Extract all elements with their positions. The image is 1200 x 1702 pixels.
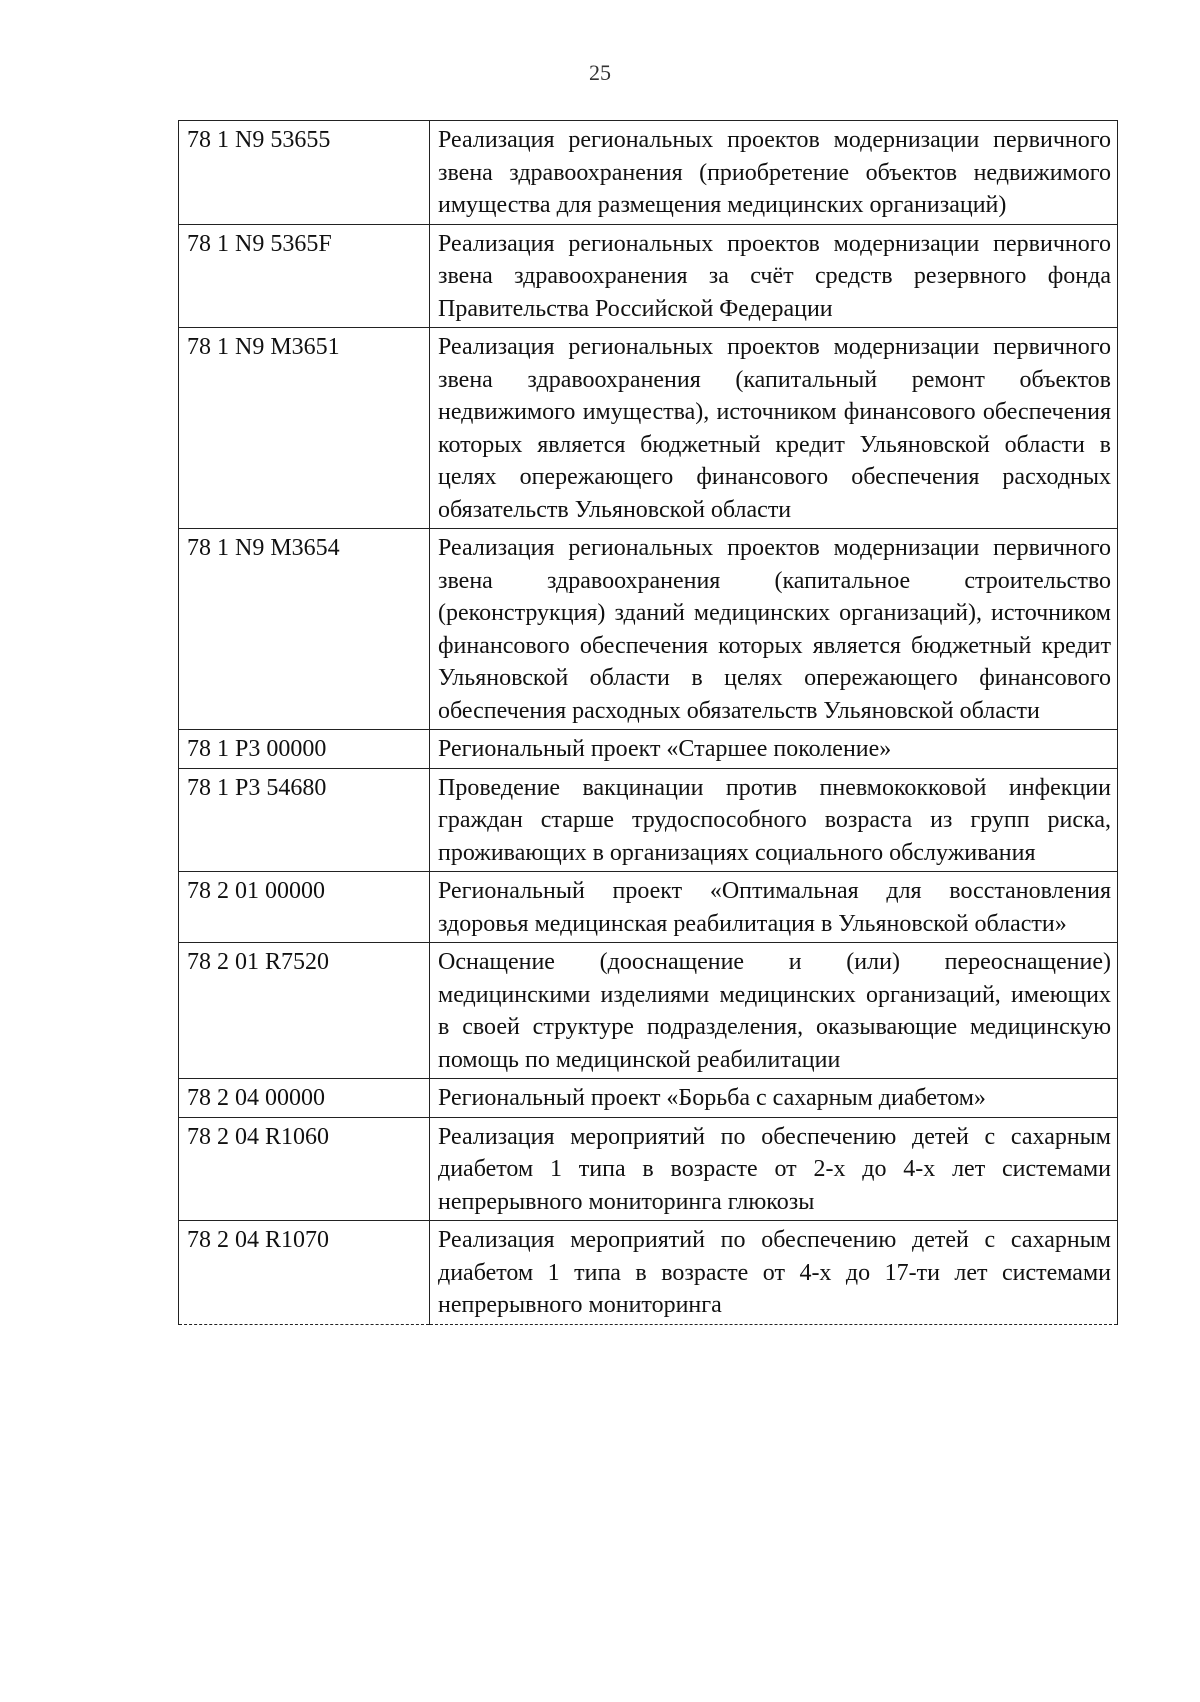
table-row — [179, 529, 1118, 730]
code-cell: 78 2 01 R7520 — [179, 943, 430, 1079]
description-cell: Региональный проект «Борьба с сахарным диабетом» — [430, 1079, 1118, 1118]
code-cell: 78 1 P3 00000 — [179, 730, 430, 769]
page-number: 25 — [589, 60, 611, 85]
code-cell: 78 2 04 R1070 — [179, 1221, 430, 1325]
code-cell: 78 1 P3 54680 — [179, 768, 430, 872]
table-row — [179, 730, 1118, 769]
description-cell: Реализация региональных проектов модернизации первичного звена здравоохранения (приобретение объектов недвижимого имущества для размещения медицинских организаций) — [430, 121, 1118, 225]
code-cell: 78 2 04 00000 — [179, 1079, 430, 1118]
code-cell: 78 1 N9 5365F — [179, 224, 430, 328]
description-cell: Реализация региональных проектов модернизации первичного звена здравоохранения (капитальное строительство (реконструкция) зданий медицинских организаций), источником финансового обеспечения которых является бюджетный кредит Ульяновской области в целях опережающего финансового обеспечения расходных обязательств Ульяновской области — [430, 529, 1118, 730]
code-cell: 78 1 N9 53655 — [179, 121, 430, 225]
budget-codes-table — [178, 120, 1118, 1325]
description-cell: Региональный проект «Старшее поколение» — [430, 730, 1118, 769]
table-row — [179, 943, 1118, 1079]
code-cell: 78 2 04 R1060 — [179, 1117, 430, 1221]
table-row — [179, 328, 1118, 529]
description-cell: Проведение вакцинации против пневмококковой инфекции граждан старше трудоспособного возраста из групп риска, проживающих в организациях социального обслуживания — [430, 768, 1118, 872]
description-cell: Реализация региональных проектов модернизации первичного звена здравоохранения за счёт средств резервного фонда Правительства Российской Федерации — [430, 224, 1118, 328]
description-cell: Оснащение (дооснащение и (или) переоснащение) медицинскими изделиями медицинских организаций, имеющих в своей структуре подразделения, оказывающие медицинскую помощь по медицинской реабилитации — [430, 943, 1118, 1079]
table-row — [179, 872, 1118, 943]
table-row — [179, 224, 1118, 328]
description-cell: Реализация мероприятий по обеспечению детей с сахарным диабетом 1 типа в возрасте от 4-х до 17-ти лет системами непрерывного мониторинга — [430, 1221, 1118, 1325]
description-cell: Реализация региональных проектов модернизации первичного звена здравоохранения (капитальный ремонт объектов недвижимого имущества), источником финансового обеспечения которых является бюджетный кредит Ульяновской области в целях опережающего финансового обеспечения расходных обязательств Ульяновской области — [430, 328, 1118, 529]
table-row — [179, 1221, 1118, 1325]
code-cell: 78 1 N9 M3651 — [179, 328, 430, 529]
description-cell: Реализация мероприятий по обеспечению детей с сахарным диабетом 1 типа в возрасте от 2-х до 4-х лет системами непрерывного мониторинга глюкозы — [430, 1117, 1118, 1221]
table-row — [179, 1079, 1118, 1118]
table-row — [179, 121, 1118, 225]
code-cell: 78 1 N9 M3654 — [179, 529, 430, 730]
table-row — [179, 768, 1118, 872]
description-cell: Региональный проект «Оптимальная для восстановления здоровья медицинская реабилитация в Ульяновской области» — [430, 872, 1118, 943]
table-row — [179, 1117, 1118, 1221]
code-cell: 78 2 01 00000 — [179, 872, 430, 943]
